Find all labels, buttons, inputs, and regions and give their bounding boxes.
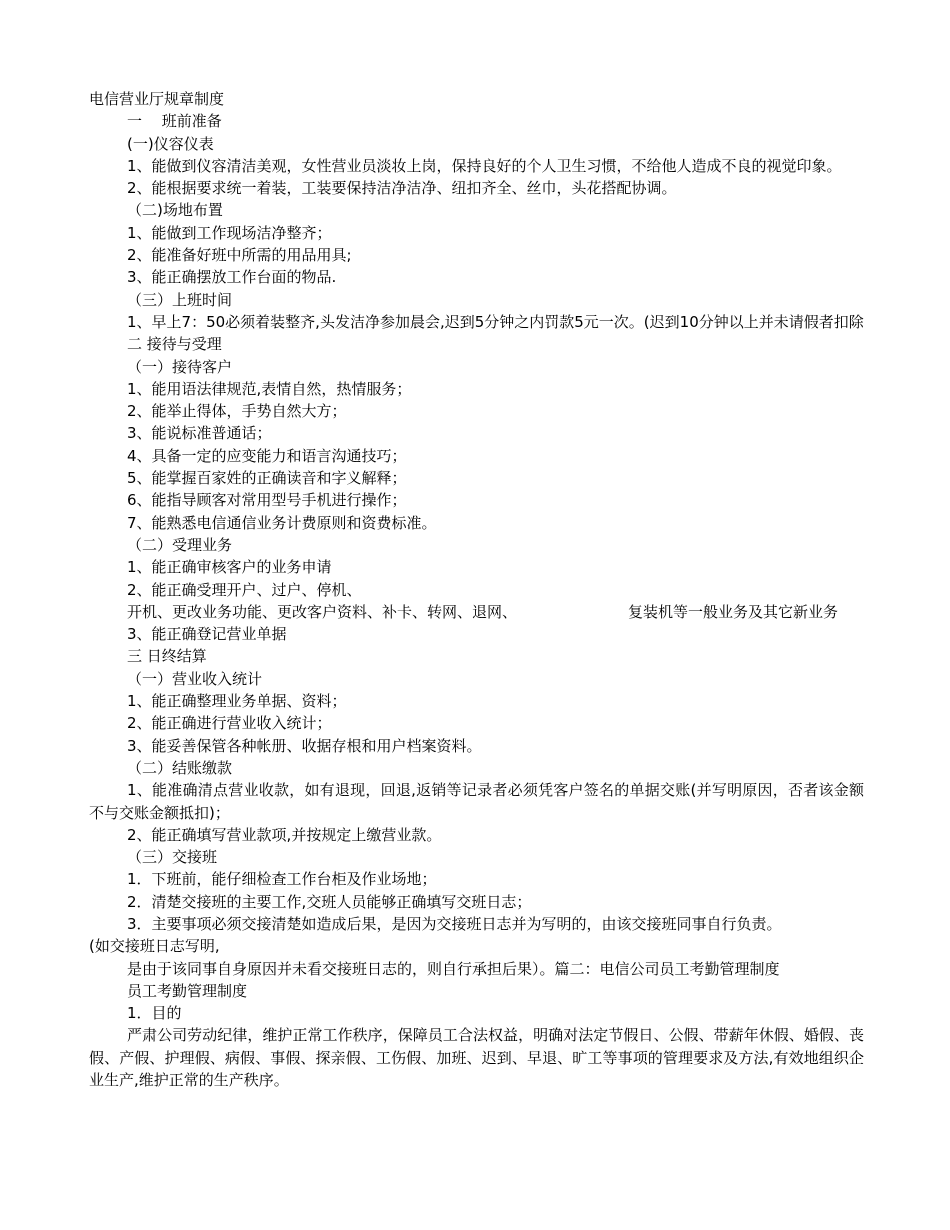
list-item: 1、能正确整理业务单据、资料； [127,692,347,711]
list-item: 3、能正确摆放工作台面的物品. [127,268,337,287]
list-item: 4、具备一定的应变能力和语言沟通技巧； [127,446,407,465]
list-item: 2、能正确进行营业收入统计； [127,714,332,733]
document-page [89,88,864,1091]
paragraph: 严肃公司劳动纪律，维护正常工作秩序，保障员工合法权益，明确对法定节假日、公假、带薪年休假、婚假、丧假、产假、护理假、病假、事假、探亲假、工伤假、加班、迟到、早退、旷工等事项的管理要求及方法,有效地组织企业生产,维护正常的生产秩序。 [89,1026,864,1090]
paragraph: (如交接班日志写明, [89,937,220,956]
subsection-heading: （二）受理业务 [127,535,233,554]
section-heading-3: 三 日终结算 [127,647,207,666]
document-title: 电信营业厅规章制度 [89,90,225,108]
list-item: 2．清楚交接班的主要工作,交班人员能够正确填写交班日志； [127,892,532,911]
list-item: 2、能准备好班中所需的用品用具; [127,246,352,265]
paragraph: 2、能根据要求统一着装，工装要保持洁净洁净、纽扣齐全、丝巾，头花搭配协调。 [127,179,677,198]
paragraph: 2、能正确填写营业款项,并按规定上缴营业款。 [127,825,442,844]
list-item: 1、能做到工作现场洁净整齐； [127,223,332,242]
list-item: 2、能正确受理开户、过户、停机、 [127,580,362,599]
list-item: 1、能正确审核客户的业务申请 [127,558,332,577]
section-heading-1: 一 班前准备 [127,112,222,131]
paragraph: 是由于该同事自身原因并未看交接班日志的，则自行承担后果）。篇二：电信公司员工考勤管理制度 [127,959,780,978]
subsection-heading: （一）营业收入统计 [127,669,263,688]
list-item: 7、能熟悉电信通信业务计费原则和资费标准。 [127,513,437,532]
list-item: 3、能说标准普通话； [127,424,272,443]
list-item: 1．下班前，能仔细检查工作台柜及作业场地； [127,870,437,889]
subsection-heading: （二）结账缴款 [127,758,233,777]
section-heading: 员工考勤管理制度 [127,981,248,1000]
list-item: 1、能用语法律规范,表情自然，热情服务； [127,379,412,398]
paragraph: 1、能准确清点营业收款，如有退现，回退,返销等记录者必须凭客户签名的单据交账(并写明原因，否者该金额不与交账金额抵扣)； [89,781,864,822]
list-item: 6、能指导顾客对常用型号手机进行操作； [127,491,407,510]
list-item: 3、能妥善保管各种帐册、收据存根和用户档案资料。 [127,736,482,755]
section-heading-2: 二 接待与受理 [127,335,222,354]
subsection-heading: （二)场地布置 [127,201,223,220]
list-item: 5、能掌握百家姓的正确读音和字义解释； [127,469,407,488]
list-item: 3．主要事项必须交接清楚如造成后果，是因为交接班日志并为写明的，由该交接班同事自行负责。 [127,914,782,933]
paragraph: 1、能做到仪容清洁美观，女性营业员淡妆上岗，保持良好的个人卫生习惯，不给他人造成不良的视觉印象。 [127,156,842,175]
list-item: 2、能举止得体，手势自然大方； [127,402,347,421]
subsection-heading: （三）上班时间 [127,290,233,309]
list-item: 3、能正确登记营业单据 [127,625,287,644]
subsection-heading: （三）交接班 [127,848,218,867]
subsection-heading: （一）接待客户 [127,357,233,376]
subsection-heading: (一)仪容仪表 [127,134,214,153]
continuation-left: 开机、更改业务功能、更改客户资料、补卡、转网、退网、 [127,602,518,621]
subsection-heading: 1．目的 [127,1004,182,1023]
list-item-continuation [89,601,864,623]
continuation-right: 复装机等一般业务及其它新业务 [627,602,838,621]
paragraph: 1、早上7：50必须着装整齐,头发洁净参加晨会,迟到5分钟之内罚款5元一次。(迟到10分钟以上并未请假者扣除 [127,312,864,331]
